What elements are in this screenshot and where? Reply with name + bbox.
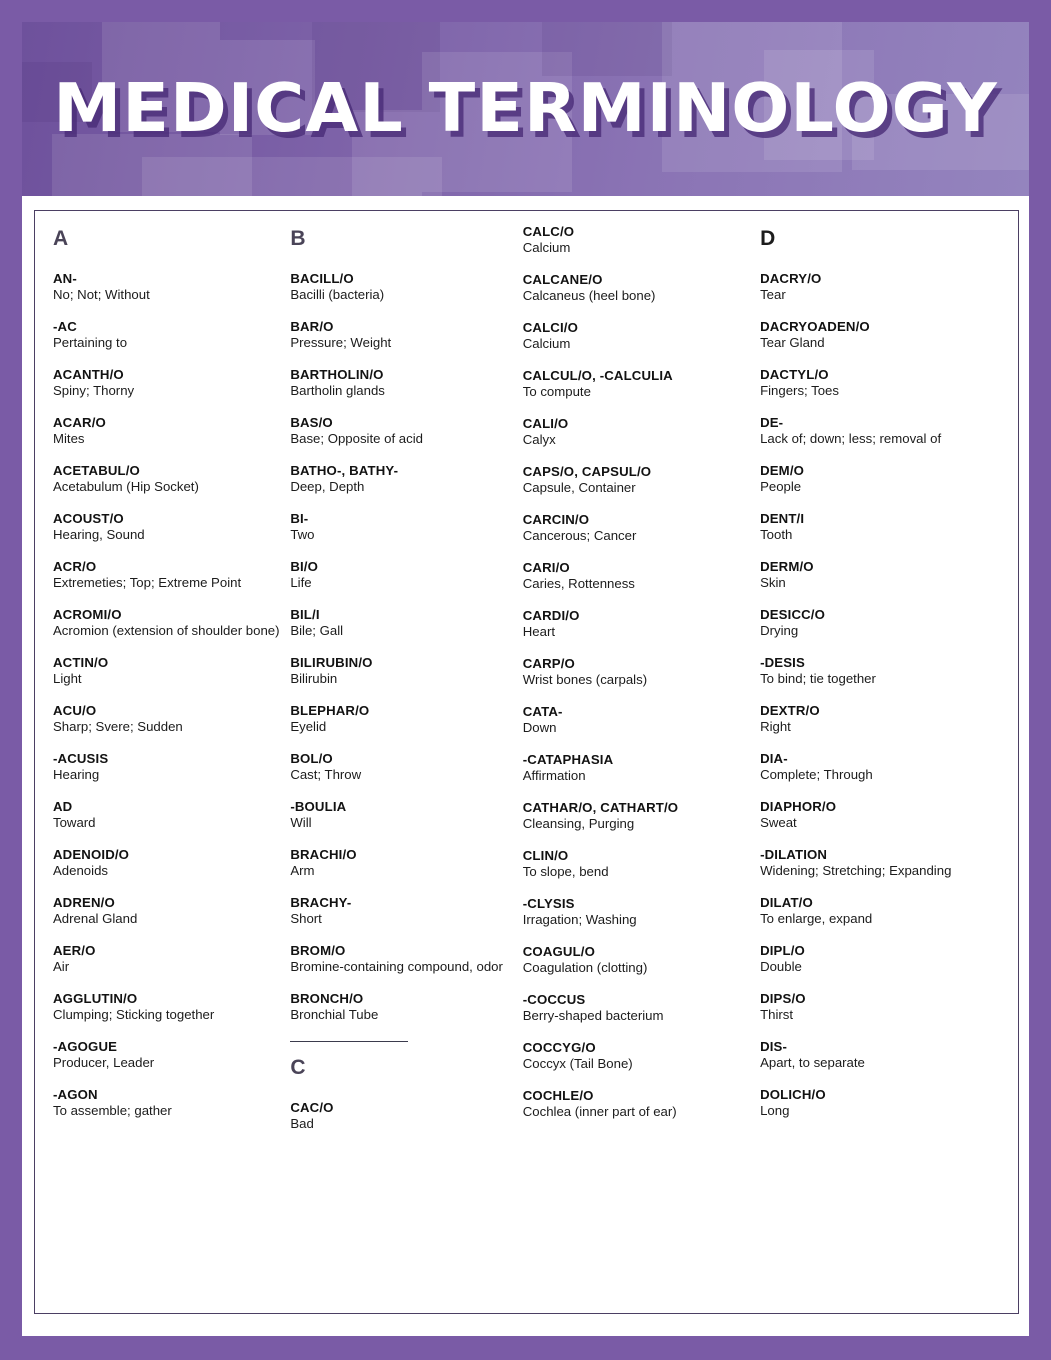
- term-label: CARI/O: [522, 560, 570, 575]
- content-frame: [34, 210, 1019, 1314]
- term-entry: [760, 367, 1004, 399]
- term-entry: [760, 751, 1004, 783]
- term-entry: [53, 1039, 282, 1071]
- term-label: -AGOGUE: [53, 1039, 118, 1054]
- term-definition: Calyx: [522, 432, 556, 447]
- term-label: ACTIN/O: [53, 655, 109, 670]
- term-entry: [523, 1040, 752, 1072]
- term-entry: [53, 463, 282, 495]
- term-definition: Deep, Depth: [290, 479, 365, 494]
- term-label: BARTHOLIN/O: [290, 367, 384, 382]
- term-label: BOL/O: [290, 751, 333, 766]
- term-definition: Bronchial Tube: [290, 1007, 379, 1022]
- term-label: -ACUSIS: [53, 751, 109, 766]
- term-definition: Drying: [760, 623, 799, 638]
- term-entry: [290, 943, 514, 975]
- term-definition: Sweat: [760, 815, 797, 830]
- term-entry: [523, 944, 752, 976]
- term-entry: [523, 320, 752, 352]
- term-entry: [523, 560, 752, 592]
- term-definition: Sharp; Svere; Sudden: [53, 719, 183, 734]
- term-definition: Complete; Through: [760, 767, 873, 782]
- term-label: -BOULIA: [290, 799, 347, 814]
- term-definition: Coccyx (Tail Bone): [522, 1056, 633, 1071]
- term-entry: [523, 848, 752, 880]
- term-entry: [53, 991, 282, 1023]
- term-definition: To enlarge, expand: [760, 911, 873, 926]
- term-label: BI/O: [290, 559, 319, 574]
- section-letter-c: C: [290, 1056, 306, 1079]
- term-definition: Mites: [53, 431, 85, 446]
- term-entry: [53, 559, 282, 591]
- term-definition: To bind; tie together: [760, 671, 876, 686]
- term-entry: [290, 463, 514, 495]
- term-definition: Base; Opposite of acid: [290, 431, 423, 446]
- term-definition: Irragation; Washing: [522, 912, 637, 927]
- term-label: -DESIS: [760, 655, 805, 670]
- term-definition: Thirst: [760, 1007, 794, 1022]
- term-entry: [53, 703, 282, 735]
- term-entry: [760, 463, 1004, 495]
- term-label: DIS-: [760, 1039, 788, 1054]
- term-entry: [53, 847, 282, 879]
- term-entry: [523, 992, 752, 1024]
- term-label: -DILATION: [760, 847, 828, 862]
- decorative-square: [142, 157, 442, 196]
- term-definition: Air: [53, 959, 70, 974]
- term-entry: [523, 224, 752, 256]
- term-entry: [523, 896, 752, 928]
- term-definition: Acetabulum (Hip Socket): [53, 479, 199, 494]
- term-definition: Calcium: [522, 240, 571, 255]
- term-entry: [290, 895, 514, 927]
- term-entry: [290, 607, 514, 639]
- term-label: CLIN/O: [522, 848, 569, 863]
- term-entry: [53, 655, 282, 687]
- term-label: AER/O: [53, 943, 96, 958]
- banner-content-gap: [22, 196, 1029, 210]
- term-label: BRACHI/O: [290, 847, 357, 862]
- term-label: BI-: [290, 511, 309, 526]
- term-label: -AGON: [53, 1087, 98, 1102]
- term-label: AN-: [53, 271, 77, 286]
- term-definition: Apart, to separate: [760, 1055, 865, 1070]
- term-definition: Adenoids: [53, 863, 108, 878]
- term-label: CALC/O: [522, 224, 575, 239]
- term-definition: Bacilli (bacteria): [290, 287, 385, 302]
- term-label: DE-: [760, 415, 784, 430]
- term-label: DEM/O: [760, 463, 805, 478]
- term-definition: Coagulation (clotting): [522, 960, 648, 975]
- term-label: DILAT/O: [760, 895, 813, 910]
- term-entry: [760, 319, 1004, 351]
- term-entry: [523, 704, 752, 736]
- column-c-continued: [523, 224, 760, 1136]
- term-label: CALCANE/O: [522, 272, 603, 287]
- term-entry: [53, 607, 282, 639]
- term-label: CATHAR/O, CATHART/O: [522, 800, 679, 815]
- term-label: AD: [53, 799, 73, 814]
- term-definition: Calcaneus (heel bone): [522, 288, 656, 303]
- term-label: BLEPHAR/O: [290, 703, 370, 718]
- term-definition: No; Not; Without: [53, 287, 150, 302]
- term-entry: [290, 415, 514, 447]
- term-entry: [760, 703, 1004, 735]
- column-b: [290, 227, 522, 1148]
- header-banner: [22, 22, 1029, 196]
- term-entry: [53, 799, 282, 831]
- term-label: CARCIN/O: [522, 512, 590, 527]
- term-definition: People: [760, 479, 802, 494]
- term-label: BROM/O: [290, 943, 346, 958]
- term-entry: [53, 271, 282, 303]
- term-entry: [760, 1087, 1004, 1119]
- term-label: DIA-: [760, 751, 788, 766]
- term-definition: Cleansing, Purging: [522, 816, 635, 831]
- term-label: DOLICH/O: [760, 1087, 826, 1102]
- term-definition: Will: [290, 815, 312, 830]
- term-entry: [760, 895, 1004, 927]
- term-entry: [290, 511, 514, 543]
- term-entry: [760, 847, 1004, 879]
- term-definition: To assemble; gather: [53, 1103, 172, 1118]
- term-label: DIPS/O: [760, 991, 806, 1006]
- term-definition: Long: [760, 1103, 790, 1118]
- term-definition: Berry-shaped bacterium: [522, 1008, 664, 1023]
- term-definition: Tear: [760, 287, 786, 302]
- term-definition: Affirmation: [522, 768, 586, 783]
- term-label: CATA-: [522, 704, 563, 719]
- term-definition: Cochlea (inner part of ear): [522, 1104, 677, 1119]
- term-entry: [290, 271, 514, 303]
- term-definition: Light: [53, 671, 82, 686]
- term-entry: [523, 512, 752, 544]
- term-label: ACETABUL/O: [53, 463, 140, 478]
- term-definition: Capsule, Container: [522, 480, 636, 495]
- term-label: -AC: [53, 319, 77, 334]
- term-definition: Toward: [53, 815, 96, 830]
- term-definition: Tear Gland: [760, 335, 825, 350]
- term-label: DEXTR/O: [760, 703, 820, 718]
- term-label: ACU/O: [53, 703, 97, 718]
- term-label: CAPS/O, CAPSUL/O: [522, 464, 652, 479]
- term-label: DERM/O: [760, 559, 814, 574]
- term-entry: [53, 319, 282, 351]
- term-label: -COCCUS: [522, 992, 586, 1007]
- term-entry: [53, 511, 282, 543]
- term-definition: Wrist bones (carpals): [522, 672, 648, 687]
- term-definition: Bromine-containing compound, odor: [290, 959, 503, 974]
- term-entry: [53, 1087, 282, 1119]
- term-definition: Eyelid: [290, 719, 327, 734]
- term-definition: Fingers; Toes: [760, 383, 839, 398]
- term-label: CALCUL/O, -CALCULIA: [522, 368, 673, 383]
- term-entry: [760, 271, 1004, 303]
- term-definition: Pertaining to: [53, 335, 128, 350]
- term-label: BILIRUBIN/O: [290, 655, 373, 670]
- term-entry: [53, 367, 282, 399]
- term-definition: Clumping; Sticking together: [53, 1007, 215, 1022]
- term-entry: [760, 943, 1004, 975]
- section-letter-b: B: [290, 227, 306, 250]
- term-label: ACOUST/O: [53, 511, 124, 526]
- term-label: DACRYOADEN/O: [760, 319, 870, 334]
- term-label: BRACHY-: [290, 895, 352, 910]
- term-label: COCHLE/O: [522, 1088, 594, 1103]
- term-entry: [290, 703, 514, 735]
- term-definition: Bilirubin: [290, 671, 338, 686]
- term-entry: [523, 800, 752, 832]
- section-divider: [290, 1041, 408, 1042]
- term-definition: Adrenal Gland: [53, 911, 138, 926]
- term-entry: [760, 799, 1004, 831]
- term-definition: Hearing: [53, 767, 100, 782]
- term-label: BATHO-, BATHY-: [290, 463, 399, 478]
- term-definition: Bad: [290, 1116, 314, 1131]
- column-a: [53, 227, 290, 1135]
- term-label: BRONCH/O: [290, 991, 364, 1006]
- term-definition: Two: [290, 527, 315, 542]
- term-entry: [290, 991, 514, 1023]
- term-definition: Double: [760, 959, 802, 974]
- term-entry: [760, 415, 1004, 447]
- term-label: CALCI/O: [522, 320, 579, 335]
- term-entry: [760, 607, 1004, 639]
- section-letter-a: A: [53, 227, 69, 250]
- term-entry: [760, 559, 1004, 591]
- term-entry: [760, 991, 1004, 1023]
- term-entry: [290, 319, 514, 351]
- term-label: BIL/I: [290, 607, 320, 622]
- term-label: DIAPHOR/O: [760, 799, 837, 814]
- term-label: BAR/O: [290, 319, 334, 334]
- term-definition: Calcium: [522, 336, 571, 351]
- term-definition: Spiny; Thorny: [53, 383, 135, 398]
- term-label: ACANTH/O: [53, 367, 124, 382]
- term-definition: Right: [760, 719, 791, 734]
- term-entry: [760, 511, 1004, 543]
- term-label: BACILL/O: [290, 271, 354, 286]
- term-entry: [53, 943, 282, 975]
- term-entry: [290, 367, 514, 399]
- term-entry: [523, 416, 752, 448]
- term-definition: Widening; Stretching; Expanding: [760, 863, 952, 878]
- term-definition: Life: [290, 575, 312, 590]
- term-label: ADENOID/O: [53, 847, 130, 862]
- term-entry: [53, 895, 282, 927]
- term-label: DACRY/O: [760, 271, 822, 286]
- term-definition: Caries, Rottenness: [522, 576, 635, 591]
- section-letter-d: D: [760, 227, 776, 250]
- term-label: COCCYG/O: [522, 1040, 596, 1055]
- term-label: CARP/O: [522, 656, 575, 671]
- term-definition: Pressure; Weight: [290, 335, 392, 350]
- term-definition: Bile; Gall: [290, 623, 344, 638]
- term-definition: Acromion (extension of shoulder bone): [53, 623, 280, 638]
- decorative-square: [542, 22, 672, 76]
- term-entry: [523, 752, 752, 784]
- term-entry: [53, 415, 282, 447]
- term-definition: Cancerous; Cancer: [522, 528, 637, 543]
- term-label: DENT/I: [760, 511, 805, 526]
- term-entry: [523, 272, 752, 304]
- column-d: [760, 227, 1004, 1135]
- term-entry: [53, 751, 282, 783]
- term-label: COAGUL/O: [522, 944, 596, 959]
- term-definition: Lack of; down; less; removal of: [760, 431, 942, 446]
- term-definition: Extremeties; Top; Extreme Point: [53, 575, 242, 590]
- term-label: CARDI/O: [522, 608, 580, 623]
- term-definition: Arm: [290, 863, 315, 878]
- term-entry: [290, 799, 514, 831]
- page-title: MEDICAL TERMINOLOGY: [53, 69, 998, 147]
- term-definition: Tooth: [760, 527, 793, 542]
- terminology-columns: [53, 224, 1004, 1313]
- term-label: AGGLUTIN/O: [53, 991, 138, 1006]
- term-label: DESICC/O: [760, 607, 826, 622]
- term-entry: [290, 1100, 514, 1132]
- term-entry: [290, 751, 514, 783]
- term-entry: [290, 559, 514, 591]
- term-entry: [523, 368, 752, 400]
- term-entry: [523, 464, 752, 496]
- term-label: CAC/O: [290, 1100, 334, 1115]
- term-label: DACTYL/O: [760, 367, 829, 382]
- term-entry: [760, 1039, 1004, 1071]
- term-entry: [760, 655, 1004, 687]
- term-entry: [523, 608, 752, 640]
- term-label: DIPL/O: [760, 943, 805, 958]
- term-definition: Hearing, Sound: [53, 527, 145, 542]
- term-label: ADREN/O: [53, 895, 115, 910]
- term-entry: [523, 656, 752, 688]
- term-entry: [290, 655, 514, 687]
- term-definition: Skin: [760, 575, 786, 590]
- term-definition: Bartholin glands: [290, 383, 385, 398]
- term-label: ACAR/O: [53, 415, 106, 430]
- term-definition: Short: [290, 911, 322, 926]
- term-label: BAS/O: [290, 415, 333, 430]
- term-entry: [290, 847, 514, 879]
- term-entry: [523, 1088, 752, 1120]
- term-definition: Producer, Leader: [53, 1055, 155, 1070]
- term-definition: Cast; Throw: [290, 767, 362, 782]
- term-label: ACROMI/O: [53, 607, 122, 622]
- term-label: -CLYSIS: [522, 896, 575, 911]
- term-definition: Heart: [522, 624, 555, 639]
- term-label: -CATAPHASIA: [522, 752, 614, 767]
- term-definition: To slope, bend: [522, 864, 609, 879]
- term-label: ACR/O: [53, 559, 97, 574]
- term-label: CALI/O: [522, 416, 569, 431]
- term-definition: To compute: [522, 384, 591, 399]
- term-definition: Down: [522, 720, 557, 735]
